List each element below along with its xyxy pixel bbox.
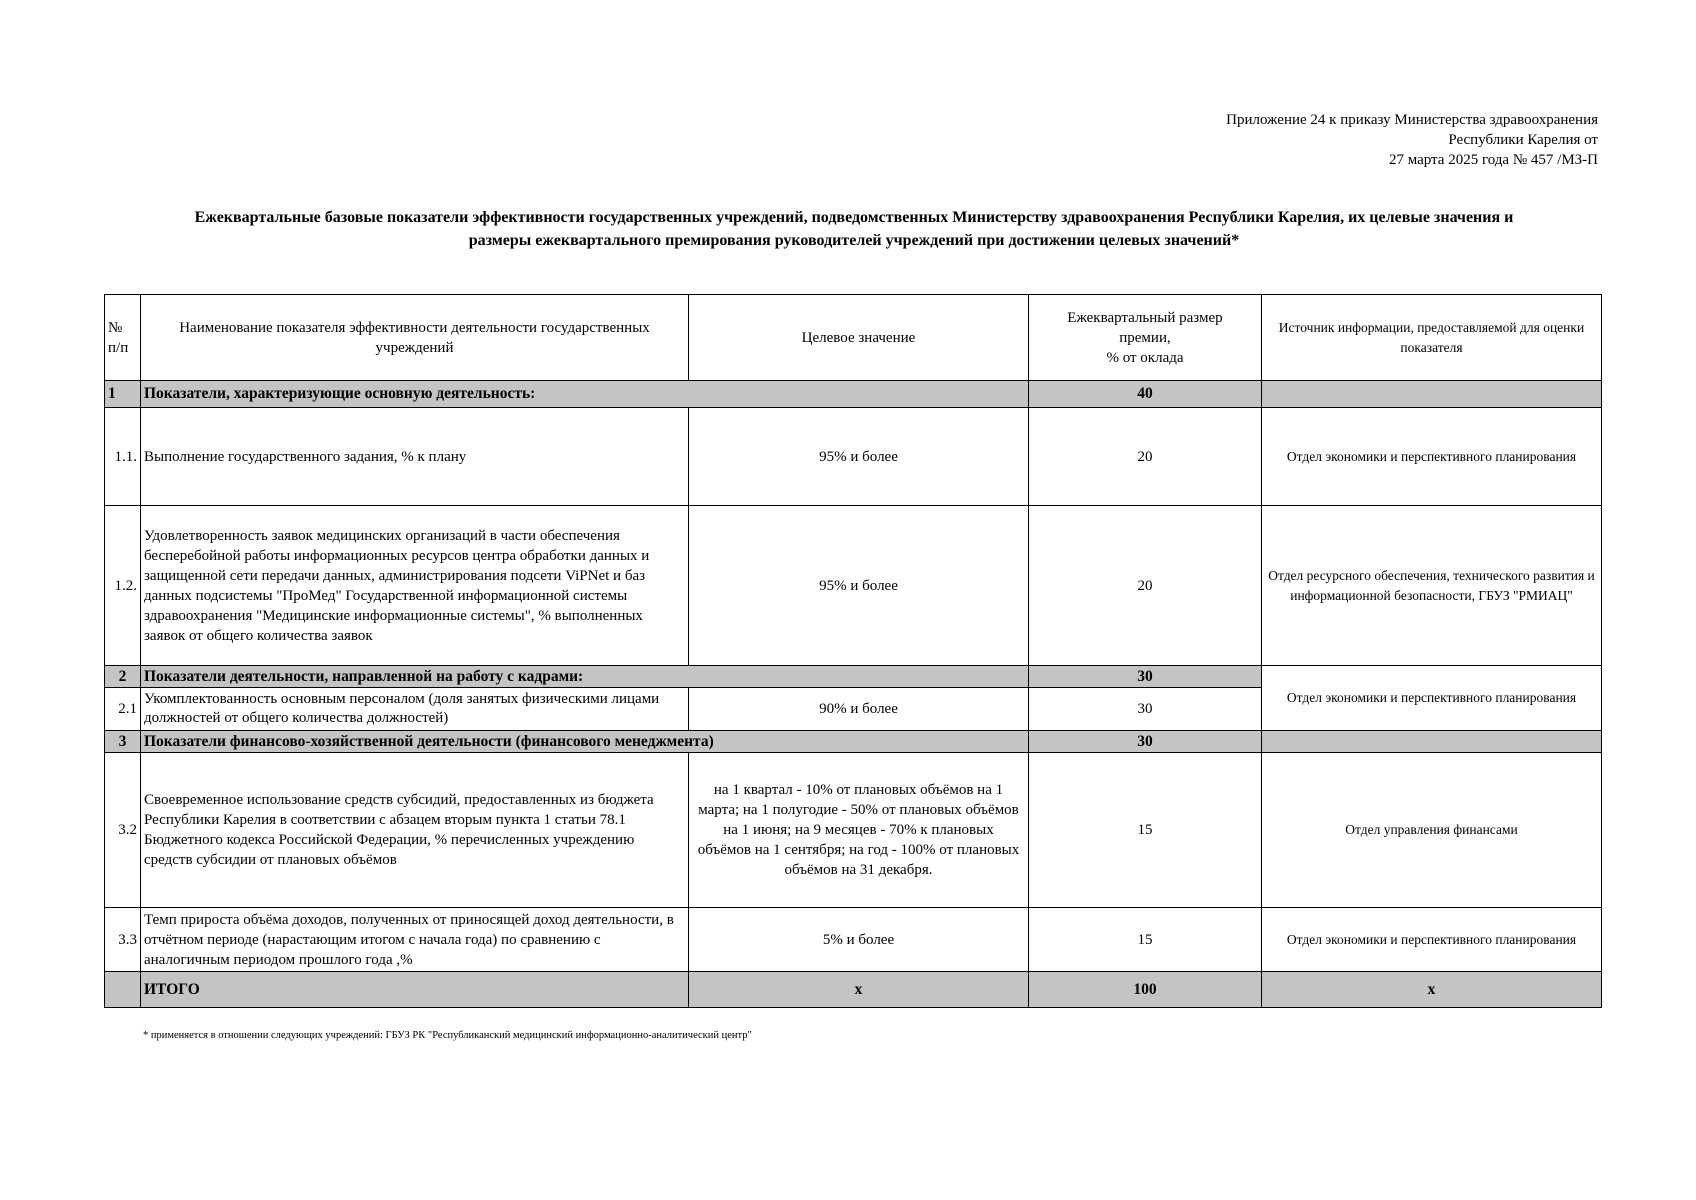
total-number	[105, 972, 141, 1008]
appendix-reference	[1226, 110, 1598, 170]
row-target-value: на 1 квартал - 10% от плановых объёмов на 1 марта; на 1 полугодие - 50% от плановых объёмов на 1 июня; на 9 месяцев - 70% к плановых объёмов на 1 сентября; на год - 100% от плановых объёмов на 31 декабря.	[689, 753, 1029, 908]
section-title: Показатели деятельности, направленной на работу с кадрами:	[141, 666, 1029, 688]
appendix-line: Республики Карелия от	[1448, 132, 1598, 148]
row-source: Отдел экономики и перспективного планирования	[1262, 666, 1602, 731]
section-number: 3	[105, 731, 141, 753]
appendix-line: 27 марта 2025 года № 457 /МЗ-П	[1388, 152, 1598, 168]
row-number: 1.1.	[105, 408, 141, 506]
section-number: 2	[105, 666, 141, 688]
row-bonus: 20	[1029, 506, 1262, 666]
title-line: Ежеквартальные базовые показатели эффективности государственных учреждений, подведомственных Министерству здравоохранения Республики Карелия, их целевые значения и	[194, 209, 1514, 226]
total-source: х	[1262, 972, 1602, 1008]
row-number: 3.3	[105, 908, 141, 972]
row-source: Отдел управления финансами	[1262, 753, 1602, 908]
indicators-table	[104, 294, 1602, 1008]
section-row	[105, 666, 1602, 688]
header-source: Источник информации, предоставляемой для оценки показателя	[1262, 295, 1602, 381]
section-row	[105, 731, 1602, 753]
row-bonus: 15	[1029, 753, 1262, 908]
section-bonus: 30	[1029, 666, 1262, 688]
header-number: № п/п	[105, 295, 141, 381]
row-indicator-name: Укомплектованность основным персоналом (доля занятых физическими лицами должностей от общего количества должностей)	[141, 688, 689, 731]
row-bonus: 30	[1029, 688, 1262, 731]
row-target-value: 95% и более	[689, 408, 1029, 506]
total-bonus: 100	[1029, 972, 1262, 1008]
section-bonus: 40	[1029, 381, 1262, 408]
table-row	[105, 408, 1602, 506]
header-bonus: Ежеквартальный размер премии, % от оклада	[1029, 295, 1262, 381]
row-source: Отдел экономики и перспективного планирования	[1262, 408, 1602, 506]
section-row	[105, 381, 1602, 408]
table-row	[105, 753, 1602, 908]
section-source	[1262, 731, 1602, 753]
section-title: Показатели, характеризующие основную деятельность:	[141, 381, 1029, 408]
row-indicator-name: Своевременное использование средств субсидий, предоставленных из бюджета Республики Карелия в соответствии с абзацем вторым пункта 1 статьи 78.1 Бюджетного кодекса Российской Федерации, % перечисленных учреждению средств субсидии от плановых объёмов	[141, 753, 689, 908]
row-number: 3.2	[105, 753, 141, 908]
table-row	[105, 908, 1602, 972]
row-bonus: 15	[1029, 908, 1262, 972]
row-target-value: 5% и более	[689, 908, 1029, 972]
table-header-row	[105, 295, 1602, 381]
section-title: Показатели финансово-хозяйственной деятельности (финансового менеджмента)	[141, 731, 1029, 753]
row-indicator-name: Выполнение государственного задания, % к плану	[141, 408, 689, 506]
document-title	[104, 206, 1604, 252]
row-bonus: 20	[1029, 408, 1262, 506]
row-number: 2.1	[105, 688, 141, 731]
header-indicator-name: Наименование показателя эффективности деятельности государственных учреждений	[141, 295, 689, 381]
total-label: ИТОГО	[141, 972, 689, 1008]
section-bonus: 30	[1029, 731, 1262, 753]
header-target-value: Целевое значение	[689, 295, 1029, 381]
row-source: Отдел экономики и перспективного планирования	[1262, 908, 1602, 972]
total-target: х	[689, 972, 1029, 1008]
footnote: * применяется в отношении следующих учреждений: ГБУЗ РК "Республиканский медицинский информационно-аналитический центр"	[143, 1030, 752, 1041]
row-target-value: 95% и более	[689, 506, 1029, 666]
row-number: 1.2.	[105, 506, 141, 666]
total-row	[105, 972, 1602, 1008]
table-row	[105, 506, 1602, 666]
row-source: Отдел ресурсного обеспечения, технического развития и информационной безопасности, ГБУЗ "РМИАЦ"	[1262, 506, 1602, 666]
section-source	[1262, 381, 1602, 408]
row-indicator-name: Темп прироста объёма доходов, полученных от приносящей доход деятельности, в отчётном периоде (нарастающим итогом с начала года) по сравнению с аналогичным периодом прошлого года ,%	[141, 908, 689, 972]
appendix-line: Приложение 24 к приказу Министерства здравоохранения	[1226, 112, 1598, 128]
row-indicator-name: Удовлетворенность заявок медицинских организаций в части обеспечения бесперебойной работы информационных ресурсов центра обработки данных и защищенной сети передачи данных, администрирования подсети ViPNet и баз данных подсистемы "ПроМед" Государственной информационной системы здравоохранения "Медицинские информационные системы", % выполненных заявок от общего количества заявок	[141, 506, 689, 666]
row-target-value: 90% и более	[689, 688, 1029, 731]
title-line: размеры ежеквартального премирования руководителей учреждений при достижении целевых значений*	[468, 232, 1240, 249]
section-number: 1	[105, 381, 141, 408]
